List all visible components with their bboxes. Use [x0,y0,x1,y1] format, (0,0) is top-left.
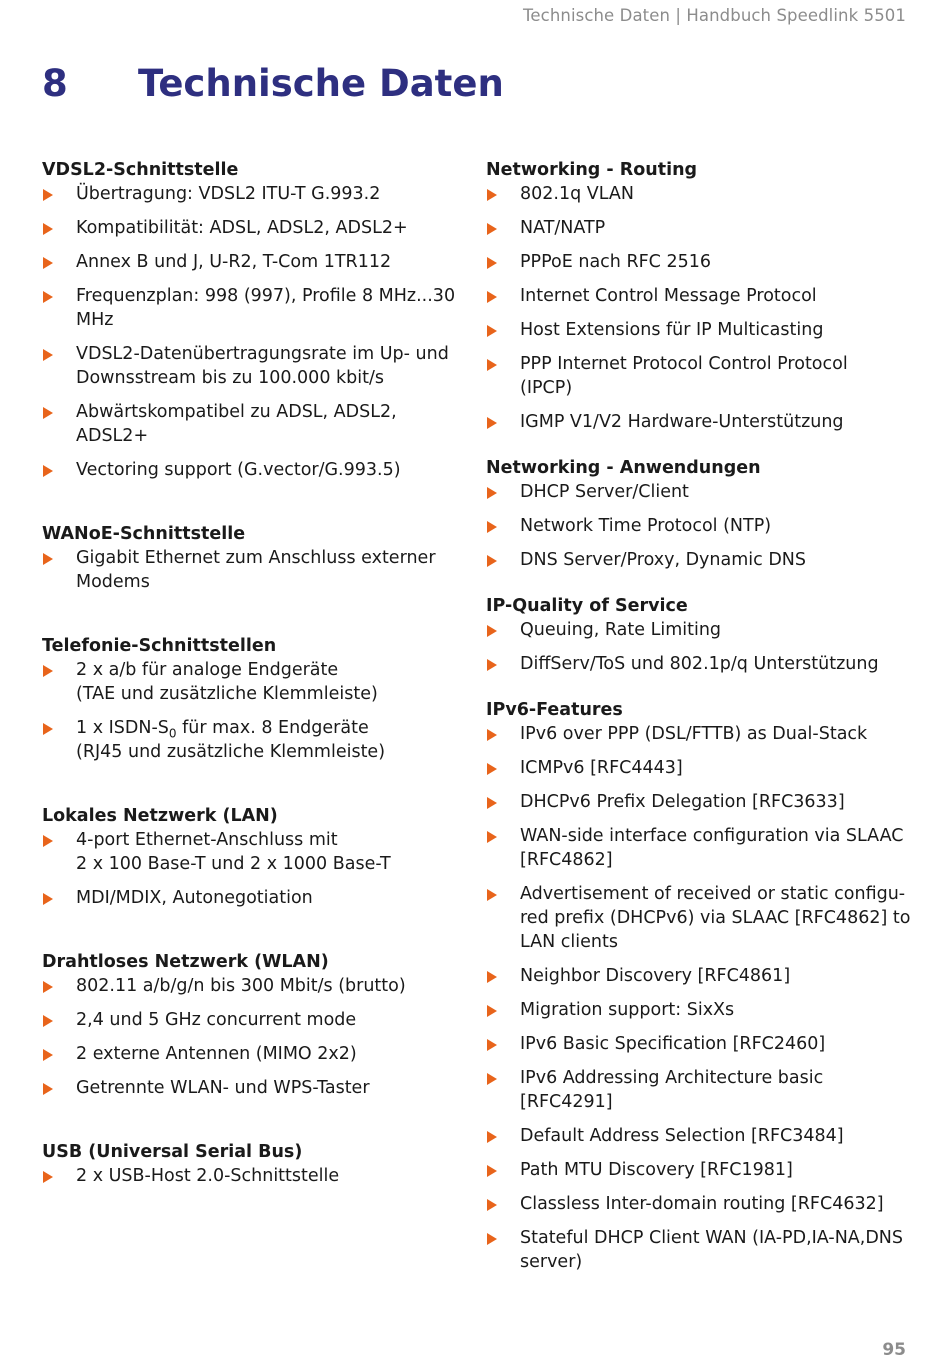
section-title: Lokales Netzwerk (LAN) [42,806,278,826]
item-text-line: red prefix (DHCPv6) via SLAAC [RFC4862] to [520,908,911,928]
item-text-line: Gigabit Ethernet zum Anschluss externer [76,548,436,568]
bullet-triangle-icon [43,893,53,905]
list-item [486,756,912,780]
item-text-line: Migration support: SixXs [520,1000,735,1020]
list-item [42,1076,462,1100]
list-item [42,546,462,594]
bullet-triangle-icon [43,835,53,847]
section-lokales-netzwerk-lan [42,804,462,910]
item-text-line: Abwärtskompatibel zu ADSL, ADSL2, [76,402,397,422]
section-ipv6-features [486,698,912,1274]
section-drahtloses-netzwerk-wlan [42,950,462,1100]
item-text-line: ICMPv6 [RFC4443] [520,758,683,778]
item-text-line: DiffServ/ToS und 802.1p/q Unterstützung [520,654,879,674]
item-text-line: (TAE und zusätzliche Klemmleiste) [76,684,378,704]
bullet-list [42,974,462,1100]
section-networking-anwendungen [486,456,912,572]
item-text-line: IPv6 Addressing Architecture basic [520,1068,824,1088]
bullet-triangle-icon [43,407,53,419]
item-text-line: Annex B und J, U-R2, T-Com 1TR112 [76,252,392,272]
list-item [486,480,912,504]
bullet-list [42,546,462,594]
right-column [486,158,912,1296]
bullet-triangle-icon [487,1233,497,1245]
bullet-triangle-icon [487,1039,497,1051]
bullet-triangle-icon [487,223,497,235]
running-header: Technische Daten | Handbuch Speedlink 5501 [523,6,906,25]
bullet-triangle-icon [43,291,53,303]
item-text-line: Modems [76,572,150,592]
list-item [42,716,462,764]
bullet-triangle-icon [43,189,53,201]
list-item [486,1124,912,1148]
list-item [42,658,462,706]
item-text-line: 2 x USB-Host 2.0-Schnittstelle [76,1166,340,1186]
bullet-triangle-icon [43,349,53,361]
section-vdsl2-schnittstelle [42,158,462,482]
section-title: VDSL2-Schnittstelle [42,160,239,180]
list-item [42,828,462,876]
section-telefonie-schnittstellen [42,634,462,764]
list-item [486,824,912,872]
bullet-triangle-icon [43,1083,53,1095]
item-text-line: DNS Server/Proxy, Dynamic DNS [520,550,806,570]
list-item [486,1066,912,1114]
item-text-line: DHCP Server/Client [520,482,689,502]
item-text-line: ADSL2+ [76,426,149,446]
item-text-line: NAT/NATP [520,218,606,238]
list-item [486,318,912,342]
page-number: 95 [882,1340,906,1360]
list-item [42,1008,462,1032]
section-title: Networking - Anwendungen [486,458,761,478]
bullet-triangle-icon [43,553,53,565]
section-title: Telefonie-Schnittstellen [42,636,277,656]
list-item [42,250,462,274]
bullet-list [42,182,462,482]
list-item [42,400,462,448]
chapter-number: 8 [42,62,68,105]
list-item [42,1164,462,1188]
bullet-triangle-icon [487,257,497,269]
item-text-line: Vectoring support (G.vector/G.993.5) [76,460,401,480]
bullet-triangle-icon [487,1073,497,1085]
list-item [42,1042,462,1066]
item-text-line: Internet Control Message Protocol [520,286,817,306]
bullet-triangle-icon [487,189,497,201]
bullet-triangle-icon [487,889,497,901]
section-networking-routing [486,158,912,434]
bullet-triangle-icon [487,555,497,567]
item-text-line: Kompatibilität: ADSL, ADSL2, ADSL2+ [76,218,408,238]
item-text-line: Default Address Selection [RFC3484] [520,1126,844,1146]
bullet-list [486,722,912,1274]
bullet-triangle-icon [43,665,53,677]
item-text-line: Getrennte WLAN- und WPS-Taster [76,1078,370,1098]
bullet-triangle-icon [43,1171,53,1183]
item-text-line: Stateful DHCP Client WAN (IA-PD,IA-NA,DNS [520,1228,904,1248]
section-title: USB (Universal Serial Bus) [42,1142,303,1162]
bullet-triangle-icon [487,1131,497,1143]
bullet-triangle-icon [487,1005,497,1017]
bullet-triangle-icon [43,257,53,269]
item-text-line: WAN-side interface configuration via SLAAC [520,826,904,846]
item-text-line: 802.1q VLAN [520,184,634,204]
bullet-triangle-icon [487,359,497,371]
bullet-triangle-icon [43,981,53,993]
item-text-subscript: 0 [168,726,177,741]
section-ip-quality-of-service [486,594,912,676]
item-text-line: DHCPv6 Prefix Delegation [RFC3633] [520,792,845,812]
list-item [486,652,912,676]
item-text-line: Advertisement of received or static configu- [520,884,906,904]
list-item [486,964,912,988]
list-item [486,1192,912,1216]
item-text-line: Host Extensions für IP Multicasting [520,320,824,340]
bullet-list [42,658,462,764]
item-text-line [76,716,462,740]
section-title: WANoE-Schnittstelle [42,524,246,544]
item-text-line: VDSL2-Datenübertragungsrate im Up- und [76,344,449,364]
list-item [42,886,462,910]
bullet-triangle-icon [487,659,497,671]
list-item [486,352,912,400]
list-item [42,974,462,998]
section-title: Drahtloses Netzwerk (WLAN) [42,952,329,972]
item-text-line: Neighbor Discovery [RFC4861] [520,966,791,986]
item-text-line: Queuing, Rate Limiting [520,620,722,640]
bullet-list [486,618,912,676]
section-title: IP-Quality of Service [486,596,688,616]
bullet-triangle-icon [487,625,497,637]
item-text-line: IGMP V1/V2 Hardware-Unterstützung [520,412,844,432]
item-text-line: Path MTU Discovery [RFC1981] [520,1160,793,1180]
bullet-triangle-icon [487,1165,497,1177]
item-text-line: PPP Internet Protocol Control Protocol [520,354,848,374]
item-text-line: IPv6 over PPP (DSL/FTTB) as Dual-Stack [520,724,868,744]
list-item [486,410,912,434]
list-item [486,1032,912,1056]
left-column [42,158,462,1228]
item-text-line: 802.11 a/b/g/n bis 300 Mbit/s (brutto) [76,976,406,996]
list-item [486,514,912,538]
list-item [486,284,912,308]
item-text-line: (RJ45 und zusätzliche Klemmleiste) [76,742,386,762]
list-item [486,216,912,240]
list-item [42,342,462,390]
bullet-triangle-icon [487,797,497,809]
item-text-line: (IPCP) [520,378,573,398]
item-text-line: Downsstream bis zu 100.000 kbit/s [76,368,384,388]
list-item [486,998,912,1022]
item-text-pre: 1 x ISDN-S [76,718,169,738]
list-item [42,458,462,482]
bullet-triangle-icon [43,1015,53,1027]
bullet-list [486,480,912,572]
list-item [42,216,462,240]
item-text-line: Classless Inter-domain routing [RFC4632] [520,1194,884,1214]
chapter-title: Technische Daten [138,62,504,105]
bullet-triangle-icon [43,223,53,235]
bullet-triangle-icon [487,971,497,983]
bullet-triangle-icon [487,417,497,429]
item-text-line: server) [520,1252,583,1272]
list-item [486,1158,912,1182]
bullet-triangle-icon [43,723,53,735]
item-text-line: MHz [76,310,114,330]
item-text-line: MDI/MDIX, Autonegotiation [76,888,313,908]
bullet-triangle-icon [43,465,53,477]
item-text-line: 4-port Ethernet-Anschluss mit [76,830,338,850]
bullet-triangle-icon [487,325,497,337]
list-item [486,182,912,206]
bullet-triangle-icon [487,1199,497,1211]
bullet-triangle-icon [487,729,497,741]
item-text-post: für max. 8 Endgeräte [176,718,369,738]
list-item [486,250,912,274]
list-item [486,722,912,746]
section-usb-universal-serial-bus [42,1140,462,1188]
section-wanoe-schnittstelle [42,522,462,594]
bullet-list [42,1164,462,1188]
bullet-list [486,182,912,434]
item-text-line: 2 externe Antennen (MIMO 2x2) [76,1044,357,1064]
item-text-line: [RFC4291] [520,1092,613,1112]
section-title: Networking - Routing [486,160,698,180]
bullet-triangle-icon [43,1049,53,1061]
bullet-triangle-icon [487,487,497,499]
item-text-line: IPv6 Basic Specification [RFC2460] [520,1034,826,1054]
bullet-triangle-icon [487,291,497,303]
bullet-triangle-icon [487,831,497,843]
bullet-triangle-icon [487,763,497,775]
item-text-line: PPPoE nach RFC 2516 [520,252,711,272]
item-text-line: Übertragung: VDSL2 ITU-T G.993.2 [76,184,381,204]
item-text-line: Network Time Protocol (NTP) [520,516,772,536]
list-item [486,548,912,572]
list-item [486,1226,912,1274]
list-item [42,284,462,332]
item-text-line: 2 x a/b für analoge Endgeräte [76,660,339,680]
list-item [486,882,912,954]
bullet-list [42,828,462,910]
section-title: IPv6-Features [486,700,623,720]
list-item [486,790,912,814]
item-text-line: 2 x 100 Base-T und 2 x 1000 Base-T [76,854,391,874]
item-text-line: Frequenzplan: 998 (997), Profile 8 MHz...30 [76,286,456,306]
item-text-line: [RFC4862] [520,850,613,870]
list-item [42,182,462,206]
list-item [486,618,912,642]
item-text-line: 2,4 und 5 GHz concurrent mode [76,1010,357,1030]
bullet-triangle-icon [487,521,497,533]
item-text-line: LAN clients [520,932,618,952]
